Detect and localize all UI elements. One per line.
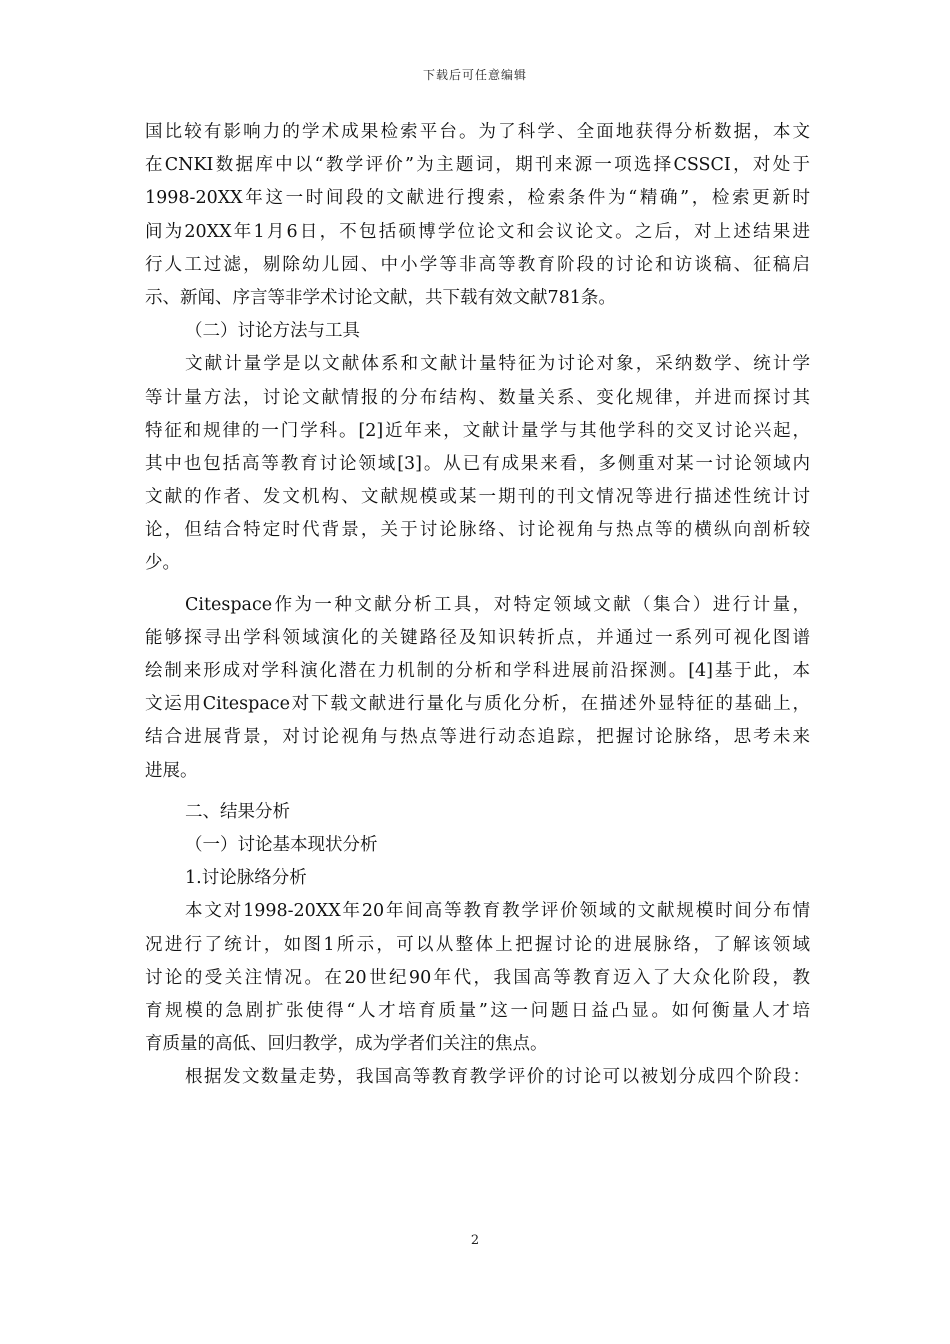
body-line: 少。 bbox=[145, 553, 180, 574]
body-line: 在CNKI数据库中以“教学评价”为主题词，期刊来源一项选择CSSCI，对处于 bbox=[145, 155, 810, 176]
page-number: 2 bbox=[470, 1233, 480, 1248]
body-line: 结合进展背景，对讨论视角与热点等进行动态追踪，把握讨论脉络，思考未来 bbox=[145, 727, 810, 748]
body-line: 育质量的高低、回归教学，成为学者们关注的焦点。 bbox=[145, 1034, 548, 1055]
body-line: 论，但结合特定时代背景，关于讨论脉络、讨论视角与热点等的横纵向剖析较 bbox=[145, 520, 810, 541]
body-line: 国比较有影响力的学术成果检索平台。为了科学、全面地获得分析数据，本文 bbox=[145, 122, 810, 142]
body-line: 行人工过滤，剔除幼儿园、中小学等非高等教育阶段的讨论和访谈稿、征稿启 bbox=[145, 254, 810, 275]
sub-subsection-heading: 1.讨论脉络分析 bbox=[185, 868, 307, 889]
body-line: 能够探寻出学科领域演化的关键路径及知识转折点，并通过一系列可视化图谱 bbox=[145, 627, 810, 648]
body-line: 本文对1998-20XX年20年间高等教育教学评价领域的文献规模时间分布情 bbox=[185, 901, 810, 922]
document-body bbox=[145, 116, 810, 1094]
body-line: 1998-20XX年这一时间段的文献进行搜索，检索条件为“精确”，检索更新时 bbox=[145, 188, 810, 209]
body-line: 等计量方法，讨论文献情报的分布结构、数量关系、变化规律，并进而探讨其 bbox=[145, 387, 810, 408]
body-line: 进展。 bbox=[145, 760, 198, 781]
body-line: 讨论的受关注情况。在20世纪90年代，我国高等教育迈入了大众化阶段，教 bbox=[145, 967, 810, 988]
page-header: 下载后可任意编辑 bbox=[422, 68, 527, 82]
body-line: 间为20XX年1月6日，不包括硕博学位论文和会议论文。之后，对上述结果进 bbox=[145, 221, 810, 242]
body-line: 文运用Citespace对下载文献进行量化与质化分析，在描述外显特征的基础上， bbox=[145, 694, 810, 715]
body-line: Citespace作为一种文献分析工具，对特定领域文献（集合）进行计量， bbox=[185, 594, 810, 615]
body-line: 绘制来形成对学科演化潜在力机制的分析和学科进展前沿探测。[4]基于此，本 bbox=[145, 661, 810, 681]
subsection-heading: （二）讨论方法与工具 bbox=[185, 321, 360, 342]
body-line: 文献的作者、发文机构、文献规模或某一期刊的刊文情况等进行描述性统计讨 bbox=[145, 487, 810, 508]
body-line: 文献计量学是以文献体系和文献计量特征为讨论对象，采纳数学、统计学 bbox=[185, 354, 810, 375]
body-line: 育规模的急剧扩张使得“人才培育质量”这一问题日益凸显。如何衡量人才培 bbox=[145, 1000, 810, 1021]
body-line: 其中也包括高等教育讨论领域[3]。从已有成果来看，多侧重对某一讨论领域内 bbox=[145, 453, 810, 474]
body-line: 根据发文数量走势，我国高等教育教学评价的讨论可以被划分成四个阶段： bbox=[185, 1067, 810, 1088]
body-line: 特征和规律的一门学科。[2]近年来，文献计量学与其他学科的交叉讨论兴起， bbox=[145, 420, 810, 441]
body-line: 况进行了统计，如图1所示，可以从整体上把握讨论的进展脉络，了解该领域 bbox=[145, 934, 810, 955]
subsection-heading: （一）讨论基本现状分析 bbox=[185, 834, 378, 855]
section-heading: 二、结果分析 bbox=[185, 801, 290, 822]
body-line: 示、新闻、序言等非学术讨论文献，共下载有效文献781条。 bbox=[145, 287, 616, 308]
